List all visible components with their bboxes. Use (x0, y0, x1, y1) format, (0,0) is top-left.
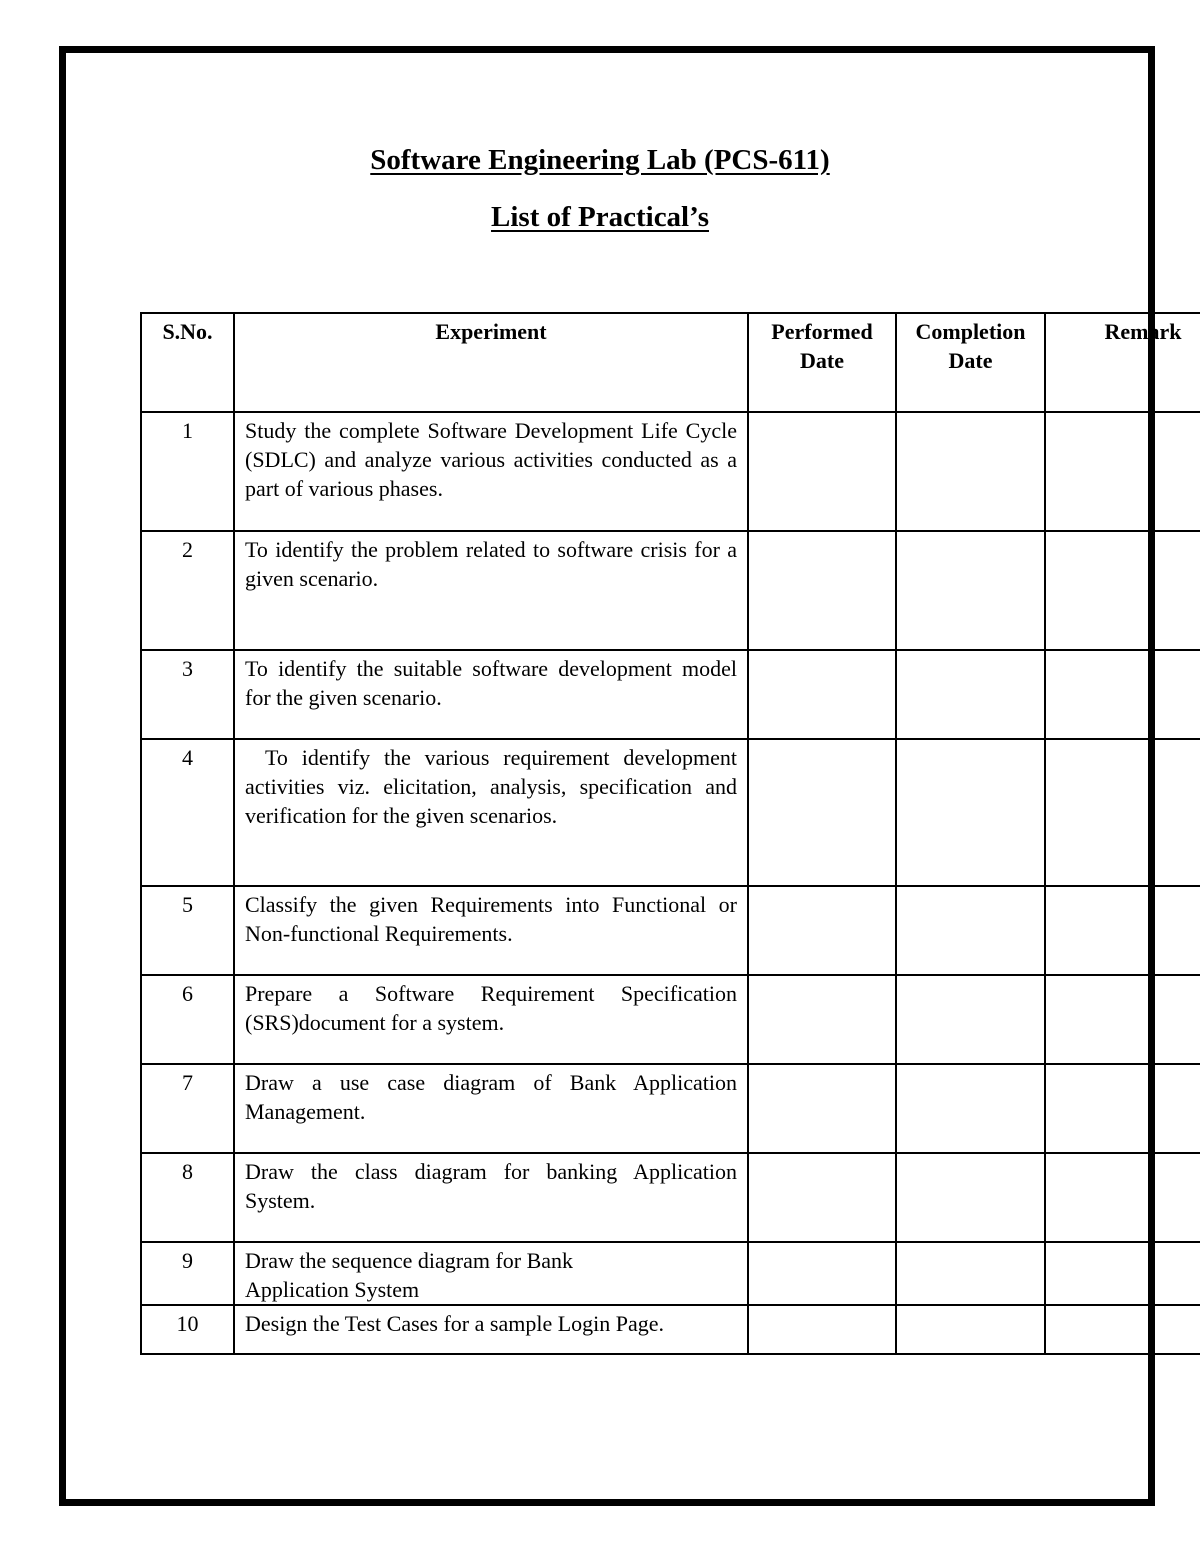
row-experiment: Study the complete Software Development Life Cycle (SDLC) and analyze various activities conducted as a part of various phases. (234, 412, 748, 531)
document-title: Software Engineering Lab (PCS-611) (370, 144, 830, 176)
row-sno: 2 (141, 531, 234, 650)
header-sno: S.No. (141, 313, 234, 412)
row-experiment: Prepare a Software Requirement Specification (SRS)document for a system. (234, 975, 748, 1064)
header-completion-date: Completion Date (896, 313, 1045, 412)
row-experiment: To identify the suitable software development model for the given scenario. (234, 650, 748, 739)
header-remark: Remark (1045, 313, 1200, 412)
row-experiment: Classify the given Requirements into Functional or Non-functional Requirements. (234, 886, 748, 975)
header-performed-date: Performed Date (748, 313, 896, 412)
row-sno: 5 (141, 886, 234, 975)
row-sno: 9 (141, 1242, 234, 1305)
row-sno: 10 (141, 1305, 234, 1354)
row-experiment: To identify the various requirement development activities viz. elicitation, analysis, specification and verification for the given scenarios. (234, 739, 748, 886)
row-sno: 8 (141, 1153, 234, 1242)
row-sno: 6 (141, 975, 234, 1064)
row-experiment: Draw the sequence diagram for Bank Application System (234, 1242, 748, 1305)
header-experiment: Experiment (234, 313, 748, 412)
row-sno: 7 (141, 1064, 234, 1153)
row-sno: 4 (141, 739, 234, 886)
row-experiment: Design the Test Cases for a sample Login Page. (234, 1305, 748, 1354)
row-sno: 1 (141, 412, 234, 531)
row-experiment: Draw a use case diagram of Bank Application Management. (234, 1064, 748, 1153)
row-sno: 3 (141, 650, 234, 739)
page-border (59, 46, 1155, 1506)
row-experiment: To identify the problem related to software crisis for a given scenario. (234, 531, 748, 650)
document-subtitle: List of Practical’s (491, 201, 709, 233)
row-experiment: Draw the class diagram for banking Application System. (234, 1153, 748, 1242)
